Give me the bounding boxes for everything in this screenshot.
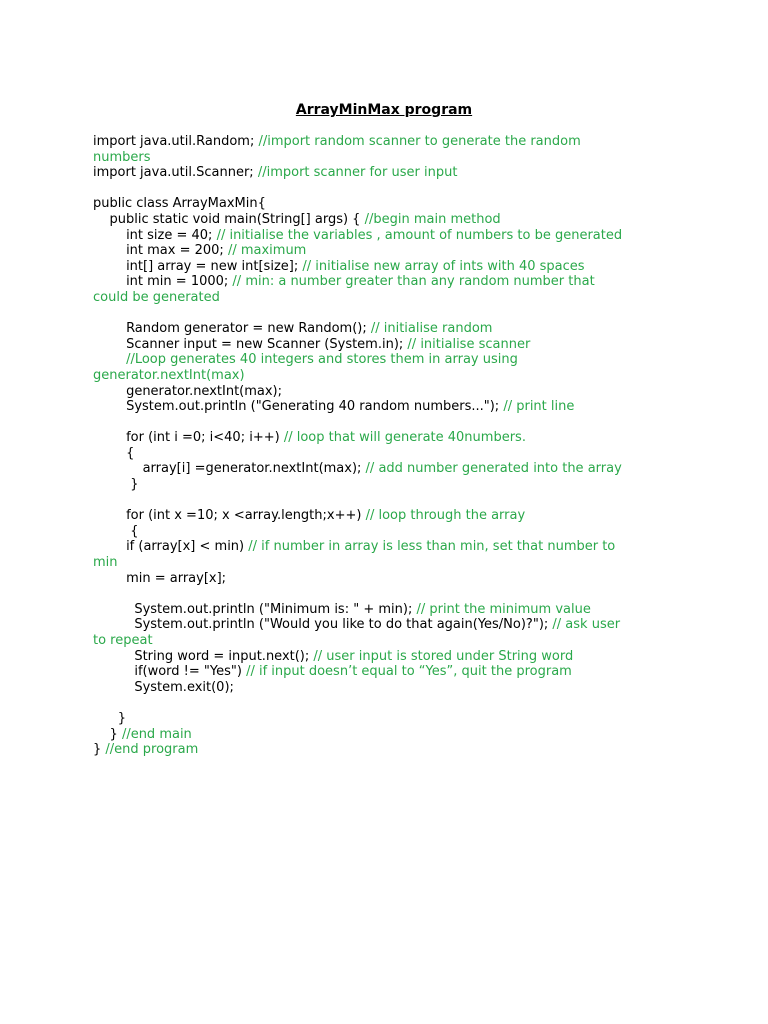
code-line xyxy=(93,649,683,665)
code-line xyxy=(93,384,683,400)
code-comment: //Loop generates 40 integers and stores them in array using xyxy=(126,352,518,368)
code-line xyxy=(93,259,683,275)
code-line xyxy=(93,212,683,228)
code-line xyxy=(93,228,683,244)
code-line xyxy=(93,368,683,384)
code-line xyxy=(93,602,683,618)
code-text: for (int x =10; x <array.length;x++) xyxy=(93,508,366,524)
code-text: System.out.println ("Would you like to do that again(Yes/No)?"); xyxy=(93,617,553,633)
code-comment: // if input doesn’t equal to “Yes”, quit the program xyxy=(246,664,572,680)
code-listing xyxy=(93,134,683,758)
code-text: import java.util.Random; xyxy=(93,134,259,149)
code-text: int size = 40; xyxy=(93,227,217,243)
code-comment: min xyxy=(93,555,118,571)
code-text: } xyxy=(93,710,127,726)
code-comment: //end program xyxy=(105,742,199,758)
code-comment: to repeat xyxy=(93,633,153,648)
code-line xyxy=(93,352,683,368)
code-comment: //import scanner for user input xyxy=(257,165,458,181)
page-title: ArrayMinMax program xyxy=(295,102,473,118)
code-line xyxy=(93,337,683,353)
code-line xyxy=(93,290,683,306)
code-text: Random generator = new Random(); xyxy=(93,321,371,337)
code-line xyxy=(93,664,683,680)
code-text: { xyxy=(93,445,135,461)
code-text: int min = 1000; xyxy=(93,274,233,290)
code-comment: // initialise scanner xyxy=(407,336,531,352)
code-line xyxy=(93,321,683,337)
code-line xyxy=(93,461,683,477)
code-text: int max = 200; xyxy=(93,243,228,259)
code-comment: // user input is stored under String word xyxy=(313,648,574,664)
code-comment: //import random scanner to generate the random xyxy=(258,134,581,149)
code-line xyxy=(93,586,683,602)
code-line xyxy=(93,555,683,571)
code-text: public static void main(String[] args) { xyxy=(93,211,365,227)
code-text: min = array[x]; xyxy=(93,570,227,586)
code-line xyxy=(93,165,683,181)
code-line xyxy=(93,727,683,743)
code-line xyxy=(93,150,683,166)
code-line xyxy=(93,539,683,555)
code-line xyxy=(93,680,683,696)
code-comment: //end main xyxy=(121,726,192,742)
code-line xyxy=(93,633,683,649)
code-line xyxy=(93,134,683,150)
code-text: } xyxy=(93,477,139,493)
code-comment: // min: a number greater than any random number that xyxy=(232,274,595,290)
code-comment: //begin main method xyxy=(364,211,501,227)
code-line xyxy=(93,274,683,290)
code-line xyxy=(93,493,683,509)
code-comment: // add number generated into the array xyxy=(365,461,622,477)
code-text: System.exit(0); xyxy=(93,679,234,695)
code-text xyxy=(93,352,126,367)
code-text: System.out.println ("Minimum is: " + min); xyxy=(93,601,417,617)
code-line xyxy=(93,399,683,415)
code-text: array[i] =generator.nextInt(max); xyxy=(93,461,366,477)
code-text: if(word != "Yes") xyxy=(93,664,247,680)
code-line xyxy=(93,430,683,446)
code-line xyxy=(93,306,683,322)
code-line xyxy=(93,695,683,711)
code-comment: // loop through the array xyxy=(365,508,526,524)
code-comment: // loop that will generate 40numbers. xyxy=(283,430,526,446)
code-text: System.out.println ("Generating 40 random numbers..."); xyxy=(93,399,504,415)
code-line xyxy=(93,196,683,212)
code-text: generator.nextInt(max); xyxy=(93,383,283,399)
code-text: for (int i =0; i<40; i++) xyxy=(93,430,284,446)
code-comment: could be generated xyxy=(93,289,220,305)
code-line xyxy=(93,508,683,524)
code-comment: // initialise new array of ints with 40 spaces xyxy=(302,258,585,274)
code-line xyxy=(93,446,683,462)
code-text: } xyxy=(93,742,106,758)
code-comment: // print the minimum value xyxy=(416,601,591,617)
code-comment: // if number in array is less than min, set that number to xyxy=(248,539,616,555)
code-line xyxy=(93,742,683,758)
code-comment: // print line xyxy=(503,399,575,415)
code-line xyxy=(93,571,683,587)
code-line xyxy=(93,181,683,197)
code-comment: numbers xyxy=(93,149,151,165)
code-text: int[] array = new int[size]; xyxy=(93,258,303,274)
code-line xyxy=(93,415,683,431)
code-text: Scanner input = new Scanner (System.in); xyxy=(93,336,408,352)
code-line xyxy=(93,711,683,727)
code-line xyxy=(93,524,683,540)
code-line xyxy=(93,617,683,633)
code-text: } xyxy=(93,726,122,742)
code-line xyxy=(93,243,683,259)
code-line xyxy=(93,477,683,493)
code-comment: // initialise random xyxy=(370,321,493,337)
code-text: import java.util.Scanner; xyxy=(93,165,258,181)
code-comment: // initialise the variables , amount of numbers to be generated xyxy=(216,227,623,243)
code-comment: // ask user xyxy=(552,617,621,633)
code-text: { xyxy=(93,523,139,539)
code-text: if (array[x] < min) xyxy=(93,539,249,555)
code-text: String word = input.next(); xyxy=(93,648,314,664)
code-comment: generator.nextInt(max) xyxy=(93,367,245,383)
code-text: public class ArrayMaxMin{ xyxy=(93,196,266,212)
code-comment: // maximum xyxy=(227,243,307,259)
